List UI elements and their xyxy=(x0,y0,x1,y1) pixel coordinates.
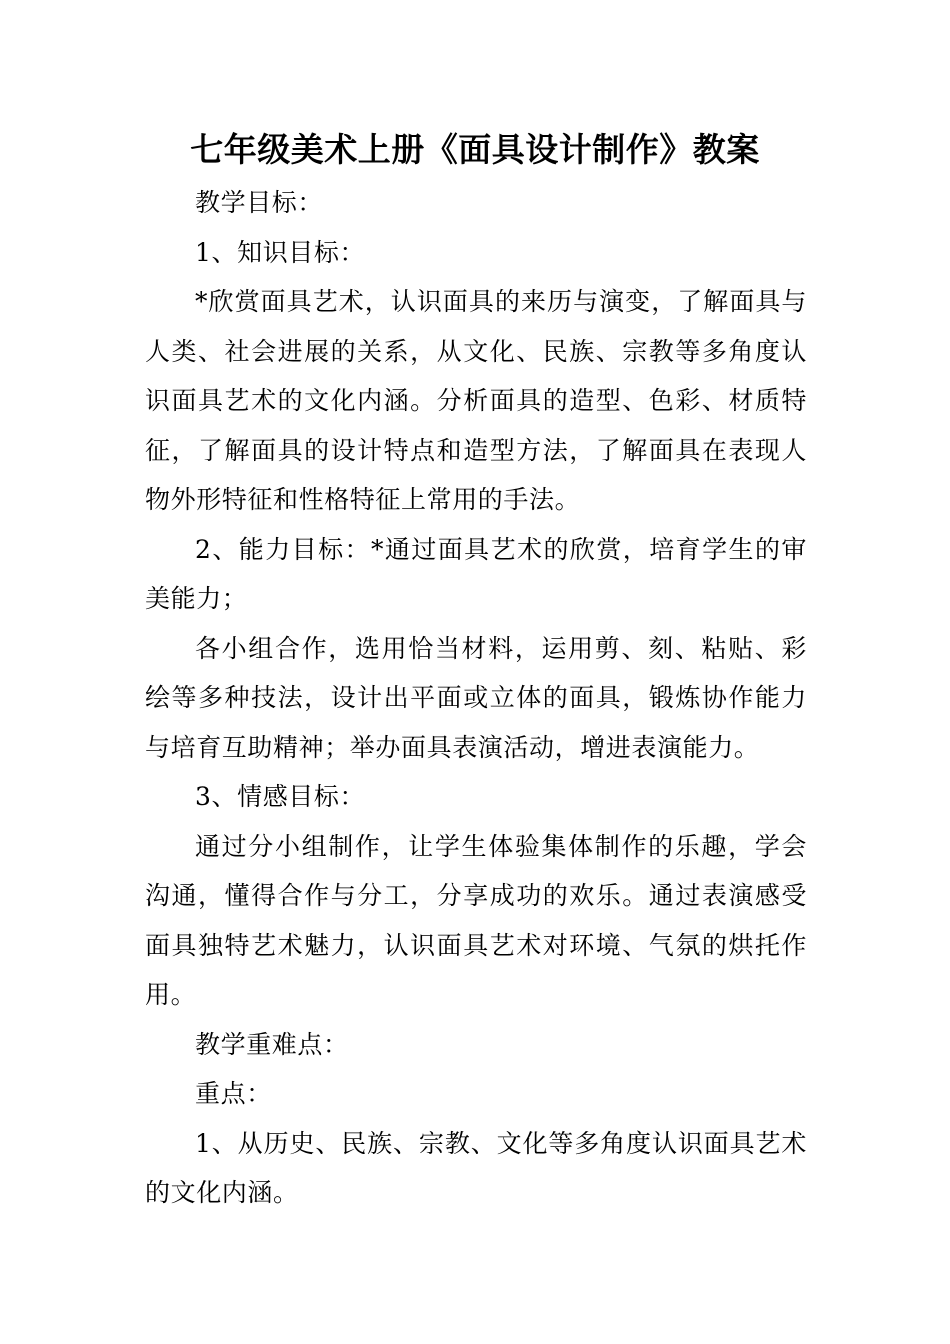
paragraph-group-work: 各小组合作，选用恰当材料，运用剪、刻、粘贴、彩绘等多种技法，设计出平面或立体的面具，锻炼协作能力与培育互助精神；举办面具表演活动，增进表演能力。 xyxy=(145,633,807,762)
paragraph-key-difficulties: 教学重难点： xyxy=(195,1029,349,1059)
paragraph-knowledge-content: *欣赏面具艺术，认识面具的来历与演变，了解面具与人类、社会进展的关系，从文化、民族、宗教等多角度认识面具艺术的文化内涵。分析面具的造型、色彩、材质特征，了解面具的设计特点和造型方法，了解面具在表现人物外形特征和性格特征上常用的手法。 xyxy=(145,287,807,514)
paragraph-key-point-1: 1、从历史、民族、宗教、文化等多角度认识面具艺术的文化内涵。 xyxy=(145,1128,807,1207)
paragraph-emotion-objectives: 3、情感目标： xyxy=(195,782,366,811)
paragraph-key-points: 重点： xyxy=(195,1079,272,1108)
paragraph-emotion-content: 通过分小组制作，让学生体验集体制作的乐趣，学会沟通，懂得合作与分工，分享成功的欢乐。通过表演感受面具独特艺术魅力，认识面具艺术对环境、气氛的烘托作用。 xyxy=(145,831,807,1009)
paragraph-knowledge-objectives: 1、知识目标： xyxy=(195,237,366,267)
document-title: 七年级美术上册《面具设计制作》教案 xyxy=(190,130,760,169)
document-body xyxy=(145,178,807,1218)
paragraph-ability-objectives: 2、能力目标：*通过面具艺术的欣赏，培育学生的审美能力； xyxy=(145,534,807,613)
paragraph-teaching-objectives: 教学目标： xyxy=(195,188,324,217)
